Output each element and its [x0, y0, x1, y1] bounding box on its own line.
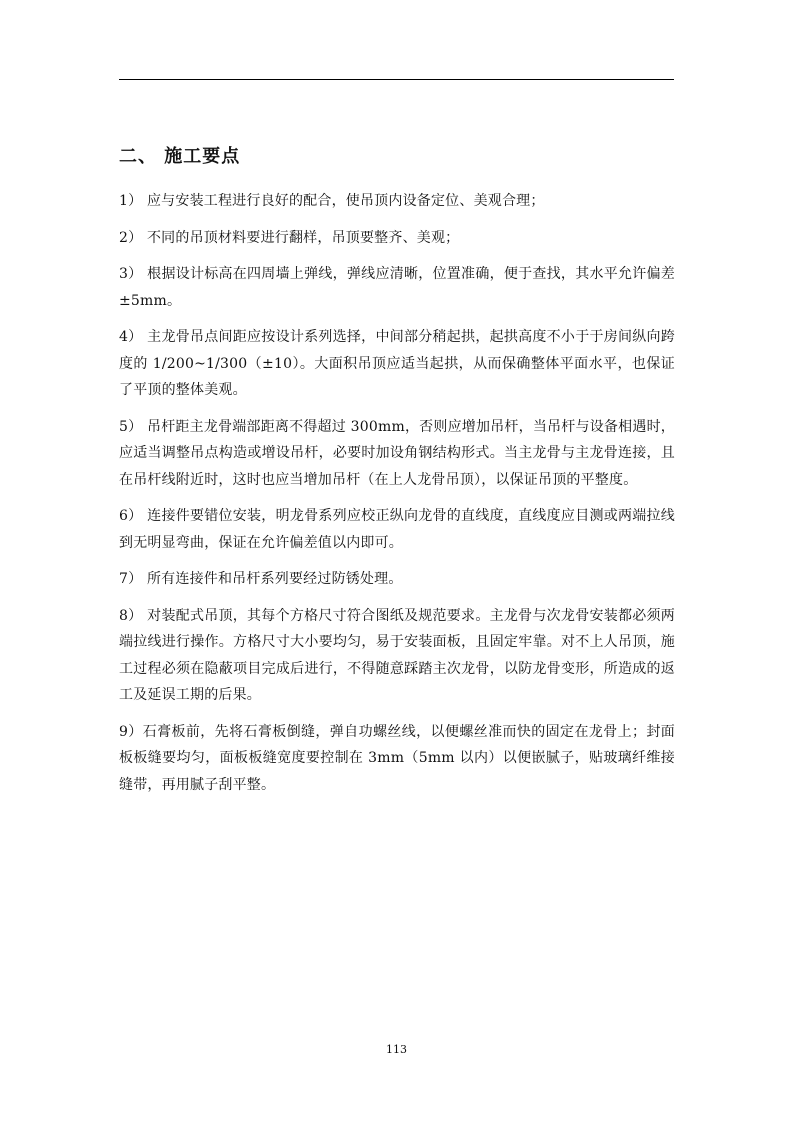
item-text: 吊杆距主龙骨端部距离不得超过 300mm，否则应增加吊杆，当吊杆与设备相遇时，应适当调整吊点构造或增设吊杆，必要时加设角钢结构形式。当主龙骨与主龙骨连接，且在吊杆线附近时，这时也应当增加吊杆（在上人龙骨吊顶），以保证吊顶的平整度。 — [119, 418, 675, 488]
item-text: 对装配式吊顶，其每个方格尺寸符合图纸及规范要求。主龙骨与次龙骨安装都必须两端拉线进行操作。方格尺寸大小要均匀，易于安装面板，且固定牢靠。对不上人吊顶，施工过程必须在隐蔽项目完成后进行，不得随意踩踏主次龙骨，以防龙骨变形，所造成的返工及延误工期的后果。 — [119, 607, 675, 703]
item-number: 4） — [119, 329, 148, 345]
item-text: 连接件要错位安装，明龙骨系列应校正纵向龙骨的直线度，直线度应目测或两端拉线到无明显弯曲，保证在允许偏差值以内即可。 — [119, 508, 675, 551]
item-text: 所有连接件和吊杆系列要经过防锈处理。 — [146, 571, 403, 587]
item-number: 9） — [119, 723, 143, 740]
list-item — [119, 324, 675, 404]
item-number: 3） — [119, 266, 148, 282]
item-text: 应与安装工程进行良好的配合，使吊顶内设备定位、美观合理； — [146, 193, 545, 209]
list-item — [119, 414, 675, 494]
section-title: 二、 施工要点 — [119, 146, 241, 167]
item-number: 7） — [119, 571, 147, 587]
item-text: 不同的吊顶材料要进行翻样，吊顶要整齐、美观； — [146, 229, 460, 246]
list-item — [119, 566, 675, 593]
list-item — [119, 225, 675, 252]
construction-points-list — [119, 188, 675, 808]
item-number: 1） — [119, 193, 147, 209]
page-number: 113 — [386, 1043, 407, 1056]
item-number: 2） — [119, 229, 147, 246]
header-rule — [119, 79, 674, 80]
item-text: 根据设计标高在四周墙上弹线，弹线应清晰，位置准确，便于查找，其水平允许偏差±5mm。 — [119, 266, 675, 309]
item-number: 8） — [119, 607, 148, 624]
list-item — [119, 603, 675, 709]
list-item — [119, 503, 675, 556]
item-text: 主龙骨吊点间距应按设计系列选择，中间部分稍起拱，起拱高度不小于于房间纵向跨度的 1/200~1/300（±10）。大面积吊顶应适当起拱，从而保确整体平面水平，也保证了平顶的整体美观。 — [119, 329, 675, 398]
list-item — [119, 188, 675, 215]
item-number: 5） — [119, 418, 147, 435]
item-number: 6） — [119, 508, 148, 524]
list-item — [119, 261, 675, 314]
list-item — [119, 719, 675, 799]
item-text: 石膏板前，先将石膏板倒缝，弹自功螺丝线，以便螺丝准而快的固定在龙骨上；封面板板缝要均匀，面板板缝宽度要控制在 3mm（5mm 以内）以便嵌腻子，贴玻璃纤维接缝带，再用腻子刮平整。 — [119, 723, 675, 793]
